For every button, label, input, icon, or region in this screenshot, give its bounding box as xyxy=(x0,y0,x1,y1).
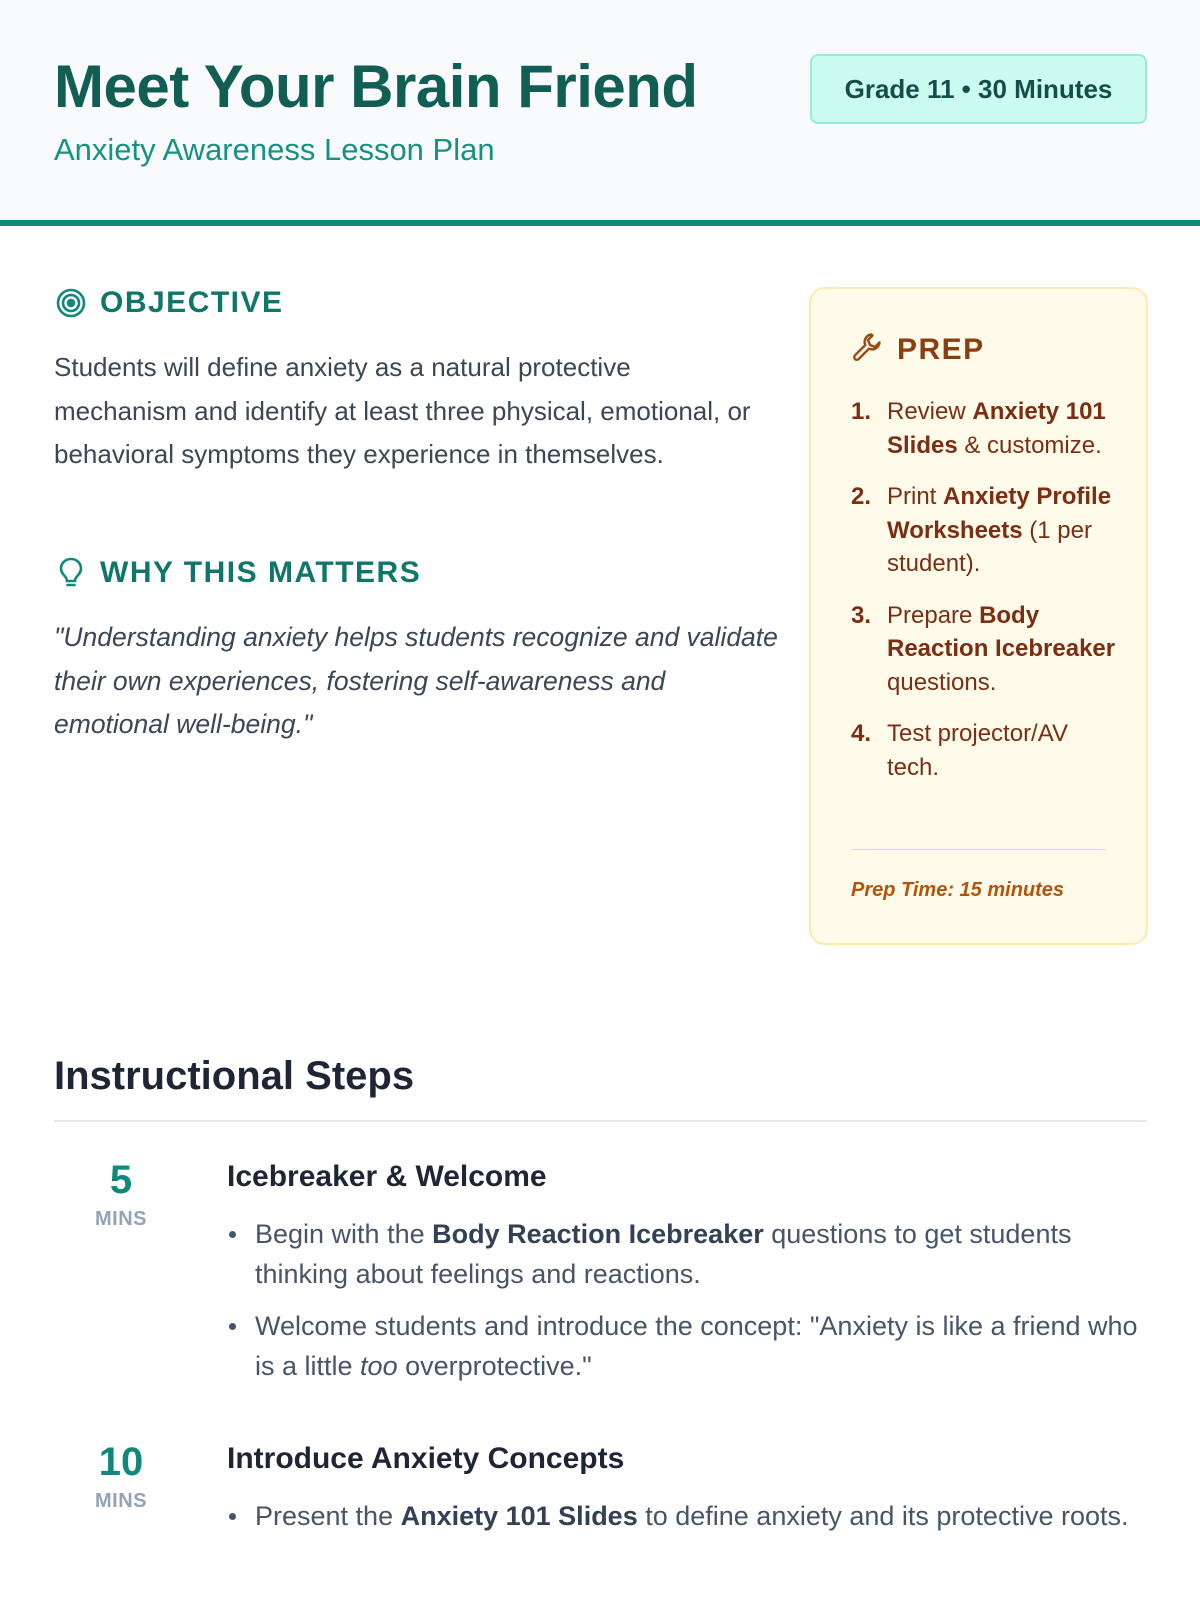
prep-card xyxy=(809,287,1148,945)
step-bullet: Welcome students and introduce the concept: "Anxiety is like a friend who is a little too overprotective." xyxy=(227,1306,1147,1386)
prep-item xyxy=(851,599,1121,700)
steps-divider xyxy=(54,1120,1147,1122)
step-bullet-emphasis: too xyxy=(360,1351,398,1381)
step-bullets xyxy=(227,1214,1147,1398)
page-subtitle: Anxiety Awareness Lesson Plan xyxy=(54,132,495,167)
step-title: Introduce Anxiety Concepts xyxy=(227,1442,625,1475)
step-minutes: 5 xyxy=(109,1158,133,1202)
step-bullet-resource: Body Reaction Icebreaker xyxy=(432,1219,764,1249)
step-bullet-resource: Anxiety 101 Slides xyxy=(400,1501,638,1531)
prep-heading xyxy=(851,331,985,368)
prep-divider xyxy=(851,849,1106,850)
step-bullet: Present the Anxiety 101 Slides to define anxiety and its protective roots. xyxy=(227,1496,1147,1536)
step-minutes-unit: MINS xyxy=(95,1208,147,1230)
prep-item-text: Review Anxiety 101 Slides & customize. xyxy=(887,398,1106,459)
prep-item-number: 2. xyxy=(851,483,872,510)
prep-time: Prep Time: 15 minutes xyxy=(851,879,1065,901)
header xyxy=(0,0,1200,226)
wrench-icon xyxy=(851,331,883,368)
page-title: Meet Your Brain Friend xyxy=(54,53,698,120)
step-title: Icebreaker & Welcome xyxy=(227,1160,547,1193)
prep-item-resource: Anxiety 101 Slides xyxy=(887,398,1106,459)
step-duration xyxy=(54,1440,188,1513)
target-icon xyxy=(54,286,88,320)
objective-label: OBJECTIVE xyxy=(100,286,284,319)
prep-item-resource: Body Reaction Icebreaker xyxy=(887,601,1116,662)
objective-heading xyxy=(54,286,284,320)
step-bullet: Begin with the Body Reaction Icebreaker questions to get students thinking about feelings and reactions. xyxy=(227,1214,1147,1294)
prep-label: PREP xyxy=(897,332,985,366)
why-label: WHY THIS MATTERS xyxy=(100,556,422,589)
prep-item xyxy=(851,480,1121,581)
why-quote: "Understanding anxiety helps students recognize and validate their own experiences, fostering self-awareness and emotional well-being." xyxy=(54,622,778,739)
prep-item-number: 4. xyxy=(851,720,872,747)
prep-item xyxy=(851,395,1121,462)
step-duration xyxy=(54,1158,188,1231)
step-minutes-unit: MINS xyxy=(95,1490,147,1512)
prep-item-resource: Anxiety Profile Worksheets xyxy=(887,483,1112,544)
prep-item-number: 3. xyxy=(851,601,872,629)
grade-duration-badge: Grade 11 • 30 Minutes xyxy=(810,54,1147,124)
prep-list xyxy=(851,395,1121,802)
why-heading xyxy=(54,556,421,590)
prep-item xyxy=(851,717,1121,784)
prep-item-text: Test projector/AV tech. xyxy=(887,720,1068,781)
lightbulb-icon xyxy=(54,556,88,590)
objective-text: Students will define anxiety as a natural protective mechanism and identify at least three physical, emotional, or behavioral symptoms they experience in themselves. xyxy=(54,352,751,469)
prep-item-text: Prepare Body Reaction Icebreaker questions. xyxy=(887,601,1116,696)
prep-item-number: 1. xyxy=(851,398,872,425)
steps-title: Instructional Steps xyxy=(54,1054,415,1098)
step-minutes: 10 xyxy=(98,1440,144,1484)
prep-item-text: Print Anxiety Profile Worksheets (1 per student). xyxy=(887,483,1112,577)
step-bullets xyxy=(227,1496,1147,1548)
